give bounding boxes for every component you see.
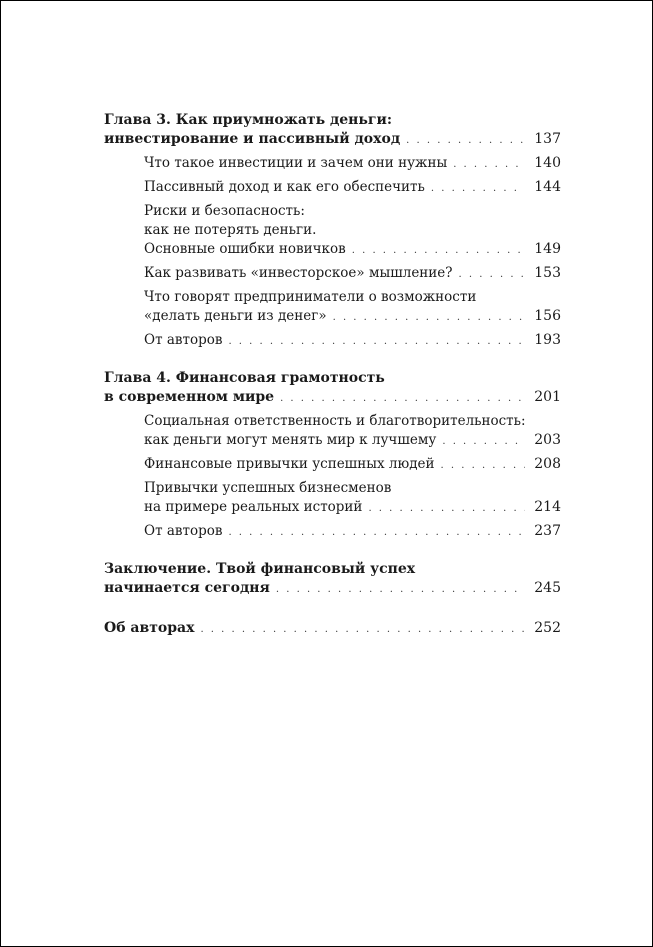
chapter-title-line: Заключение. Твой финансовый успех — [104, 561, 416, 577]
chapter-title-line: Глава 4. Финансовая грамотность — [104, 370, 385, 386]
section-title-line: на примере реальных историй — [144, 499, 363, 515]
dot-leader — [228, 332, 525, 351]
toc-chapter-4[interactable] — [104, 369, 561, 408]
dot-leader — [431, 179, 525, 198]
page-number: 252 — [534, 620, 561, 636]
chapter-title-line: начинается сегодня — [104, 580, 270, 596]
toc-section[interactable] — [144, 288, 561, 327]
table-of-contents — [104, 111, 561, 639]
page-number: 237 — [534, 523, 561, 539]
toc-conclusion[interactable] — [104, 560, 561, 599]
section-title-line: как не потерять деньги. — [144, 222, 317, 238]
chapter-title-line: инвестирование и пассивный доход — [104, 131, 401, 147]
section-title: Как развивать «инвесторское» мышление? — [144, 265, 453, 281]
page-number: 140 — [534, 155, 561, 171]
dot-leader — [459, 265, 525, 284]
section-title: От авторов — [144, 332, 223, 348]
dot-leader — [441, 456, 525, 475]
dot-leader — [453, 155, 525, 174]
page-number: 214 — [534, 499, 561, 515]
toc-section[interactable] — [144, 264, 561, 284]
dot-leader — [442, 432, 525, 451]
page-number: 149 — [534, 241, 561, 257]
page-number: 193 — [534, 332, 561, 348]
toc-section[interactable] — [144, 202, 561, 260]
section-title-line: Привычки успешных бизнесменов — [144, 480, 392, 496]
toc-section[interactable] — [144, 479, 561, 518]
page-number: 156 — [534, 308, 561, 324]
section-title-line: как деньги могут менять мир к лучшему — [144, 432, 437, 448]
toc-chapter-3[interactable] — [104, 111, 561, 150]
chapter-title-line: Об авторах — [104, 620, 195, 636]
section-title-line: Что говорят предприниматели о возможности — [144, 289, 477, 305]
section-title: Финансовые привычки успешных людей — [144, 456, 435, 472]
page-number: 245 — [534, 580, 561, 596]
page-number: 208 — [534, 456, 561, 472]
toc-section[interactable] — [144, 522, 561, 542]
dot-leader — [200, 620, 525, 639]
toc-section[interactable] — [144, 154, 561, 174]
toc-about-authors[interactable] — [104, 619, 561, 639]
chapter-title-line: в современном мире — [104, 389, 275, 405]
toc-section[interactable] — [144, 331, 561, 351]
dot-leader — [406, 131, 525, 150]
section-title-line: Основные ошибки новичков — [144, 241, 346, 257]
toc-chapter-4-sections — [104, 412, 561, 542]
page-number: 153 — [534, 265, 561, 281]
section-title-line: Риски и безопасность: — [144, 203, 305, 219]
dot-leader — [280, 389, 525, 408]
toc-section[interactable] — [144, 178, 561, 198]
page-number: 203 — [534, 432, 561, 448]
section-title-line: «делать деньги из денег» — [144, 308, 327, 324]
section-title: От авторов — [144, 523, 223, 539]
chapter-title-line: Глава 3. Как приумножать деньги: — [104, 112, 393, 128]
dot-leader — [352, 241, 525, 260]
section-title: Пассивный доход и как его обеспечить — [144, 179, 425, 195]
page-number: 137 — [534, 131, 561, 147]
dot-leader — [368, 499, 525, 518]
dot-leader — [276, 580, 525, 599]
section-title-line: Социальная ответственность и благотворительность: — [144, 413, 526, 429]
section-title: Что такое инвестиции и зачем они нужны — [144, 155, 448, 171]
toc-section[interactable] — [144, 455, 561, 475]
dot-leader — [228, 523, 525, 542]
page-number: 144 — [534, 179, 561, 195]
toc-chapter-3-sections — [104, 154, 561, 351]
dot-leader — [333, 308, 525, 327]
page-number: 201 — [534, 389, 561, 405]
toc-section[interactable] — [144, 412, 561, 451]
